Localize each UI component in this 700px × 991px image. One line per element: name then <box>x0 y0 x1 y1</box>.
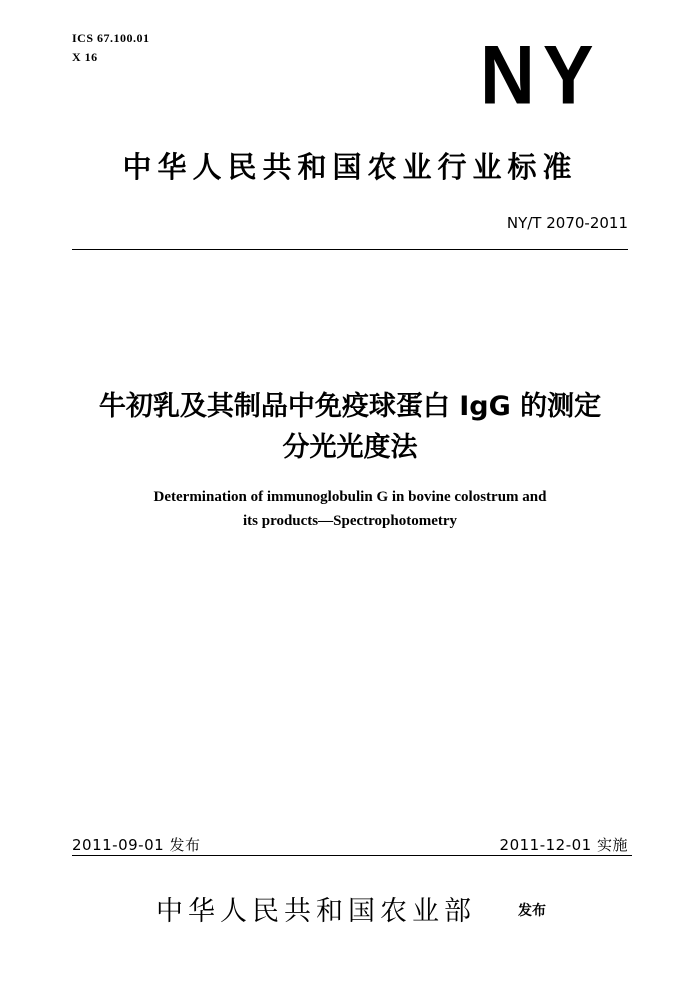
title-cn-line1: 牛初乳及其制品中免疫球蛋白 IgG 的测定 <box>98 391 602 422</box>
standard-number: NY/T 2070-2011 <box>506 214 628 232</box>
title-en-line2: its products—Spectrophotometry <box>242 513 458 529</box>
title-cn-line2: 分光光度法 <box>282 432 418 463</box>
org-title: 中华人民共和国农业行业标准 <box>122 150 578 184</box>
issue-date: 2011-09-01 发布 <box>72 836 201 854</box>
bottom-divider <box>72 855 632 856</box>
classification-code: X 16 <box>72 50 98 64</box>
ics-code: ICS 67.100.01 <box>72 31 150 45</box>
issuer-suffix: 发布 <box>518 903 546 919</box>
ny-logo: NY <box>480 28 602 122</box>
issuer-name: 中华人民共和国农业部 <box>156 896 476 927</box>
top-divider <box>72 249 628 250</box>
title-en-line1: Determination of immunoglobulin G in bovine colostrum and <box>153 489 547 505</box>
implementation-date: 2011-12-01 实施 <box>499 836 628 854</box>
